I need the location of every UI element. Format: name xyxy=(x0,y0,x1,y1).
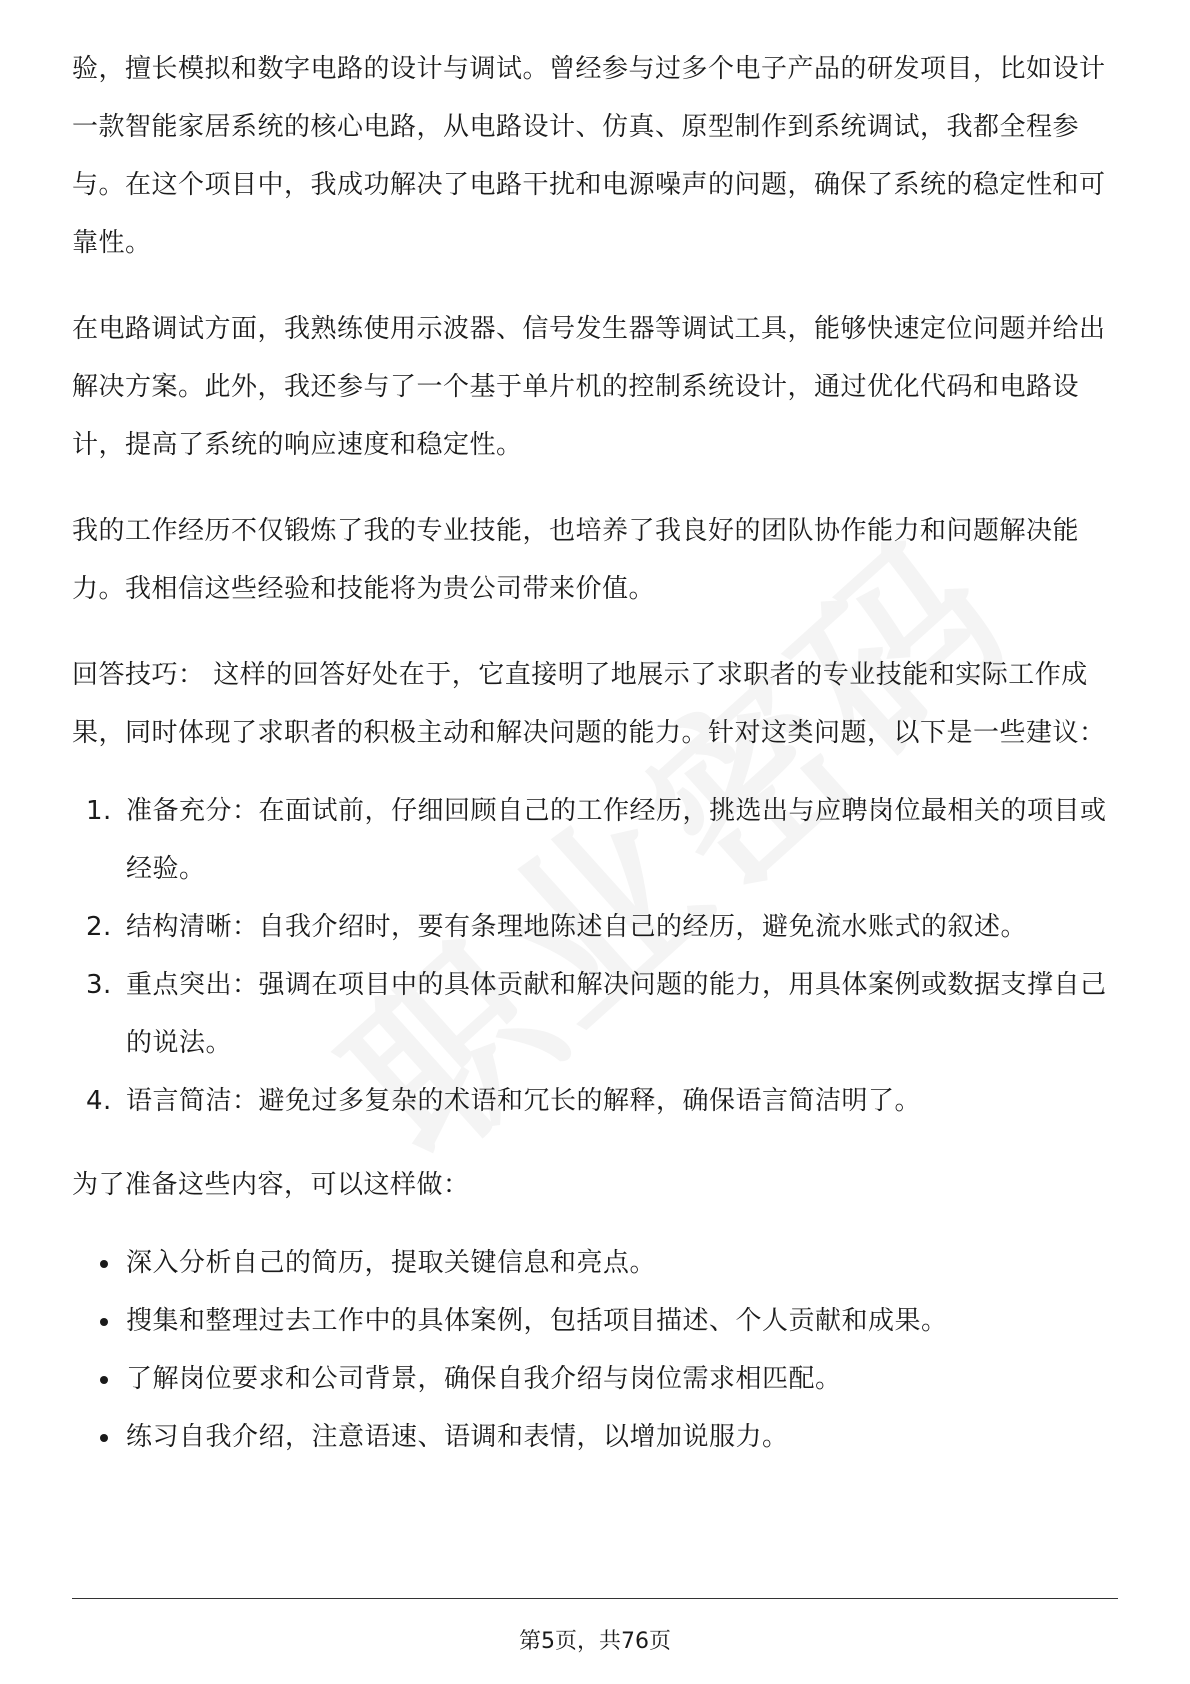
list-number: 1. xyxy=(86,796,112,826)
list-item xyxy=(72,1234,1118,1292)
list-item-text: 深入分析自己的简历，提取关键信息和亮点。 xyxy=(126,1248,657,1278)
list-item xyxy=(72,956,1118,1072)
list-item-text: 重点突出：强调在项目中的具体贡献和解决问题的能力，用具体案例或数据支撑自己的说法。 xyxy=(126,970,1107,1058)
bullet-icon xyxy=(100,1260,108,1268)
list-item xyxy=(72,1350,1118,1408)
list-item-text: 了解岗位要求和公司背景，确保自我介绍与岗位需求相匹配。 xyxy=(126,1364,842,1394)
bullet-icon xyxy=(100,1376,108,1384)
paragraph-experience: 验，擅长模拟和数字电路的设计与调试。曾经参与过多个电子产品的研发项目，比如设计一款智能家居系统的核心电路，从电路设计、仿真、原型制作到系统调试，我都全程参与。在这个项目中，我成功解决了电路干扰和电源噪声的问题，确保了系统的稳定性和可靠性。 xyxy=(72,54,1106,258)
suggestion-list xyxy=(72,782,1118,1130)
paragraph-answer-tips: 回答技巧： 这样的回答好处在于，它直接明了地展示了求职者的专业技能和实际工作成果，同时体现了求职者的积极主动和解决问题的能力。针对这类问题，以下是一些建议： xyxy=(72,660,1106,748)
list-item xyxy=(72,1292,1118,1350)
document-body xyxy=(72,40,1118,1466)
list-item-text: 结构清晰：自我介绍时，要有条理地陈述自己的经历，避免流水账式的叙述。 xyxy=(126,912,1028,942)
page-number: 第5页，共76页 xyxy=(519,1629,671,1654)
list-number: 3. xyxy=(86,970,112,1000)
list-item-text: 准备充分：在面试前，仔细回顾自己的工作经历，挑选出与应聘岗位最相关的项目或经验。 xyxy=(126,796,1107,884)
list-number: 4. xyxy=(86,1086,112,1116)
list-item xyxy=(72,1408,1118,1466)
footer-divider xyxy=(72,1598,1118,1599)
prep-list xyxy=(72,1234,1118,1466)
list-item-text: 语言简洁：避免过多复杂的术语和冗长的解释，确保语言简洁明了。 xyxy=(126,1086,922,1116)
bullet-icon xyxy=(100,1318,108,1326)
paragraph-debugging: 在电路调试方面，我熟练使用示波器、信号发生器等调试工具，能够快速定位问题并给出解决方案。此外，我还参与了一个基于单片机的控制系统设计，通过优化代码和电路设计，提高了系统的响应速度和稳定性。 xyxy=(72,314,1106,460)
paragraph-summary: 我的工作经历不仅锻炼了我的专业技能，也培养了我良好的团队协作能力和问题解决能力。我相信这些经验和技能将为贵公司带来价值。 xyxy=(72,516,1080,604)
list-number: 2. xyxy=(86,912,112,942)
list-item xyxy=(72,1072,1118,1130)
bullet-icon xyxy=(100,1434,108,1442)
paragraph-prep-intro: 为了准备这些内容，可以这样做： xyxy=(72,1170,470,1200)
list-item-text: 练习自我介绍，注意语速、语调和表情，以增加说服力。 xyxy=(126,1422,789,1452)
list-item-text: 搜集和整理过去工作中的具体案例，包括项目描述、个人贡献和成果。 xyxy=(126,1306,948,1336)
list-item xyxy=(72,782,1118,898)
list-item xyxy=(72,898,1118,956)
